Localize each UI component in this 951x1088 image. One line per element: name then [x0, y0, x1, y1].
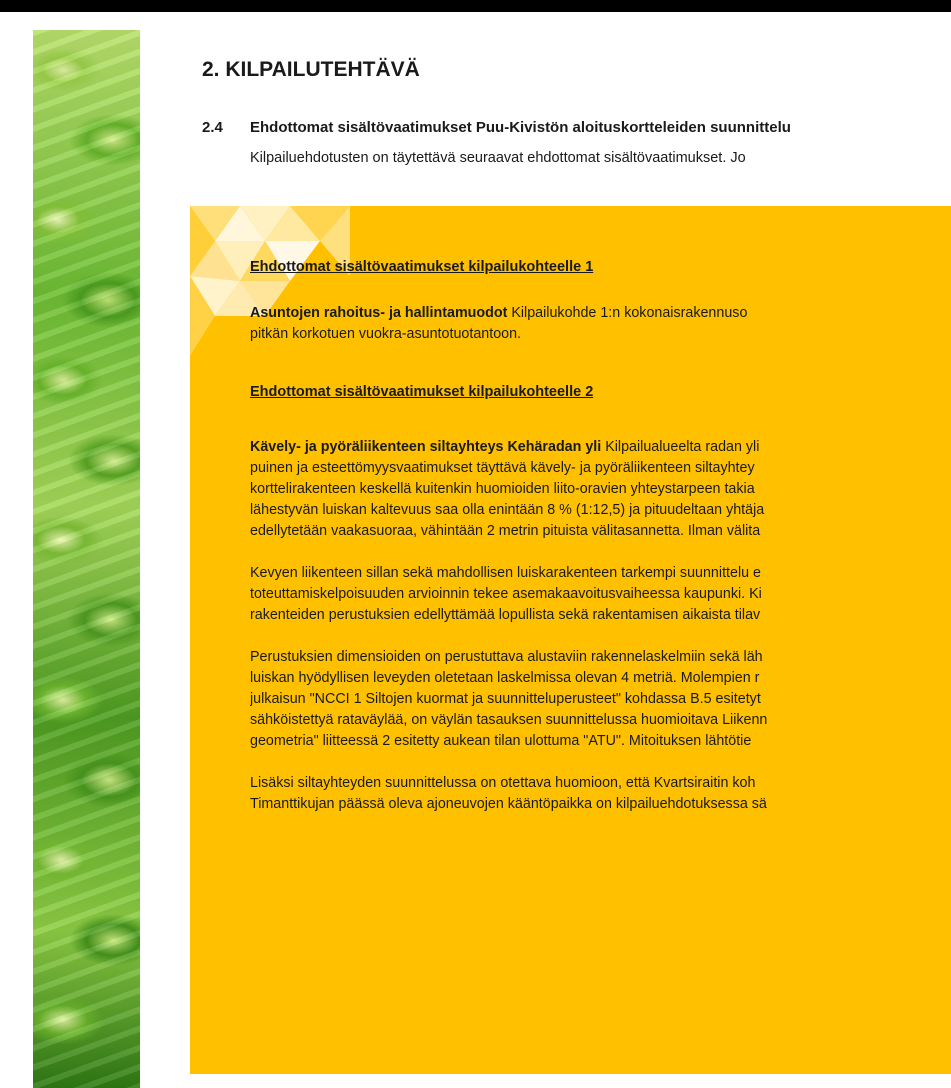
target2-p3-line-4: sähköistettyä rataväylää, on väylän tasauksen suunnittelussa huomioitava Liikenn	[250, 712, 768, 728]
section-number: 2.4	[202, 119, 223, 136]
chapter-heading: 2. KILPAILUTEHTÄVÄ	[202, 58, 420, 81]
target2-p2-line-1: Kevyen liikenteen sillan sekä mahdollisen luiskarakenteen tarkempi suunnittelu e	[250, 565, 762, 581]
leaf-decoration-strip	[33, 30, 140, 1088]
target1-heading	[250, 257, 951, 278]
target2-p4-line-2: Timanttikujan päässä oleva ajoneuvojen kääntöpaikka on kilpailuehdotuksessa sä	[250, 796, 767, 812]
target2-p1-line-1	[250, 437, 951, 458]
section-title: Ehdottomat sisältövaatimukset Puu-Kivistön aloituskortteleiden suunnittelu	[250, 119, 791, 136]
target2-paragraph-3	[250, 647, 951, 752]
target2-paragraph-2	[250, 563, 951, 626]
target2-p1-line-3: korttelirakenteen keskellä kuitenkin huomioiden liito-oravien yhteystarpeen takia	[250, 481, 755, 497]
target2-p1-line-5: edellytetään vaakasuoraa, vähintään 2 metrin pituista välitasannetta. Ilman välita	[250, 523, 761, 539]
target1-line-1	[250, 303, 951, 324]
target2-lead: Kävely- ja pyöräliikenteen siltayhteys Kehäradan yli	[250, 439, 602, 455]
target2-p3-line-3: julkaisun "NCCI 1 Siltojen kuormat ja suunnitteluperusteet" kohdassa B.5 esitetyt	[250, 691, 761, 707]
target2-heading	[250, 382, 951, 403]
top-bar	[0, 0, 951, 12]
target2-p1-line1-rest: Kilpailualueelta radan yli	[601, 439, 760, 455]
target2-p1-line-2: puinen ja esteettömyysvaatimukset täyttävä kävely- ja pyöräliikenteen siltayhtey	[250, 460, 755, 476]
target1-heading-text: Ehdottomat sisältövaatimukset kilpailukohteelle 1	[250, 259, 594, 275]
target2-p3-line-2: luiskan hyödyllisen leveyden oletetaan laskelmissa olevan 4 metriä. Molempien r	[250, 670, 760, 686]
target2-p2-line-3: rakenteiden perustuksien edellyttämää lopullista sekä rakentamisen aikaista tilav	[250, 607, 761, 623]
target1-paragraph	[250, 303, 951, 345]
target2-p3-line-1: Perustuksien dimensioiden on perustuttava alustaviin rakennelaskelmiin sekä läh	[250, 649, 763, 665]
target2-paragraph-1	[250, 437, 951, 542]
target2-paragraph-4	[250, 773, 951, 815]
target2-p4-line-1: Lisäksi siltayhteyden suunnittelussa on otettava huomioon, että Kvartsiraitin koh	[250, 775, 756, 791]
target2-p2-line-2: toteuttamiskelpoisuuden arvioinnin tekee asemakaavoitusvaiheessa kaupunki. Ki	[250, 586, 762, 602]
target2-p3-line-5: geometria" liitteessä 2 esitetty aukean tilan ulottuma "ATU". Mitoituksen lähtötie	[250, 733, 752, 749]
target1-line-2: pitkän korkotuen vuokra-asuntotuotantoon.	[250, 326, 522, 342]
target1-line1-rest: Kilpailukohde 1:n kokonaisrakennuso	[507, 305, 748, 321]
target1-lead: Asuntojen rahoitus- ja hallintamuodot	[250, 305, 508, 321]
section-intro: Kilpailuehdotusten on täytettävä seuraavat ehdottomat sisältövaatimukset. Jo	[250, 150, 746, 166]
target2-p1-line-4: lähestyvän luiskan kaltevuus saa olla enintään 8 % (1:12,5) ja pituudeltaan yhtäja	[250, 502, 765, 518]
target2-heading-text: Ehdottomat sisältövaatimukset kilpailukohteelle 2	[250, 384, 594, 400]
